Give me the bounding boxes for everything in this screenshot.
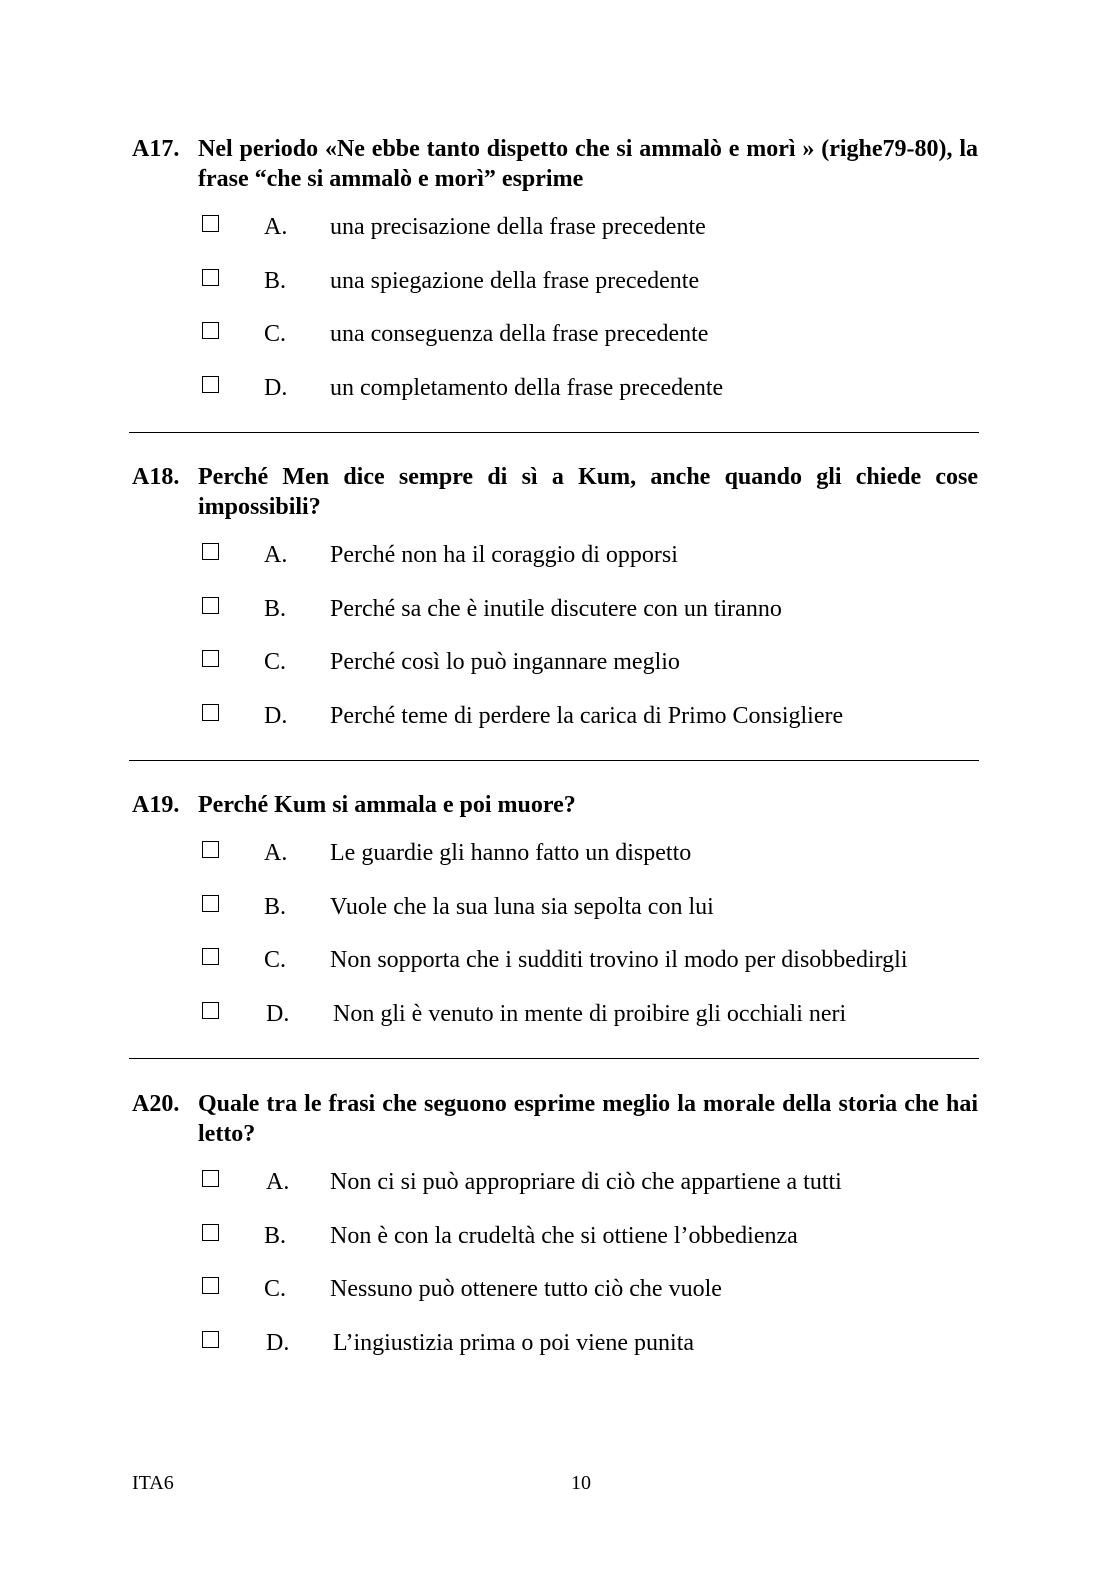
question-a19 [132, 790, 978, 1027]
option-text: Non è con la crudeltà che si ottiene l’obbedienza [330, 1223, 798, 1249]
option-letter: C. [264, 649, 287, 675]
option-a[interactable] [132, 540, 978, 570]
option-letter: B. [264, 596, 287, 622]
checkbox[interactable] [202, 1224, 219, 1241]
option-text: L’ingiustizia prima o poi viene punita [333, 1330, 695, 1356]
option-text: una spiegazione della frase precedente [330, 268, 700, 294]
option-text: Perché sa che è inutile discutere con un tiranno [330, 596, 782, 622]
option-text: Perché così lo può ingannare meglio [330, 649, 680, 675]
document-code: ITA6 [132, 1472, 174, 1494]
option-a[interactable] [132, 212, 978, 242]
section-divider [129, 432, 979, 433]
question-text: Nel periodo «Ne ebbe tanto dispetto che si ammalò e morì » (righe79-80), la frase “che si ammalò e morì” esprime [198, 136, 978, 192]
option-letter: D. [264, 703, 288, 729]
question-text: Perché Kum si ammala e poi muore? [198, 792, 576, 818]
option-text: Perché non ha il coraggio di opporsi [330, 542, 678, 568]
option-letter: A. [264, 214, 288, 240]
option-letter: D. [266, 1330, 290, 1356]
option-d[interactable] [132, 373, 978, 403]
checkbox[interactable] [202, 543, 219, 560]
question-number: A19. [132, 792, 180, 818]
checkbox[interactable] [202, 1277, 219, 1294]
question-a20 [132, 1089, 978, 1356]
option-text: una conseguenza della frase precedente [330, 321, 709, 347]
section-divider [129, 1058, 979, 1059]
checkbox[interactable] [202, 895, 219, 912]
checkbox[interactable] [202, 322, 219, 339]
option-text: Vuole che la sua luna sia sepolta con lui [330, 894, 714, 920]
option-a[interactable] [132, 838, 978, 868]
question-header [132, 790, 978, 820]
checkbox[interactable] [202, 1002, 219, 1019]
option-letter: B. [264, 894, 287, 920]
option-c[interactable] [132, 647, 978, 677]
question-text: Perché Men dice sempre di sì a Kum, anche quando gli chiede cose impossibili? [198, 464, 978, 520]
checkbox[interactable] [202, 269, 219, 286]
option-text: una precisazione della frase precedente [330, 214, 706, 240]
question-number: A18. [132, 464, 180, 490]
checkbox[interactable] [202, 650, 219, 667]
option-letter: A. [264, 840, 288, 866]
question-header [132, 1089, 978, 1149]
option-text: Non sopporta che i sudditi trovino il modo per disobbedirgli [330, 947, 908, 973]
option-text: Le guardie gli hanno fatto un dispetto [330, 840, 692, 866]
option-letter: C. [264, 321, 287, 347]
question-header [132, 134, 978, 194]
option-letter: B. [264, 1223, 287, 1249]
option-letter: D. [264, 375, 288, 401]
section-divider [129, 760, 979, 761]
checkbox[interactable] [202, 215, 219, 232]
option-text: Non gli è venuto in mente di proibire gli occhiali neri [333, 1001, 847, 1027]
checkbox[interactable] [202, 1331, 219, 1348]
question-text: Quale tra le frasi che seguono esprime meglio la morale della storia che hai letto? [198, 1091, 978, 1147]
option-text: un completamento della frase precedente [330, 375, 724, 401]
question-header [132, 462, 978, 522]
option-b[interactable] [132, 594, 978, 624]
checkbox[interactable] [202, 841, 219, 858]
option-letter: A. [266, 1169, 290, 1195]
page-number: 10 [571, 1472, 591, 1494]
option-letter: B. [264, 268, 287, 294]
option-c[interactable] [132, 945, 978, 975]
option-text: Non ci si può appropriare di ciò che appartiene a tutti [330, 1169, 842, 1195]
checkbox[interactable] [202, 376, 219, 393]
question-a17 [132, 134, 978, 401]
option-a[interactable] [132, 1167, 978, 1197]
option-b[interactable] [132, 892, 978, 922]
option-d[interactable] [132, 1328, 978, 1358]
option-c[interactable] [132, 1274, 978, 1304]
option-d[interactable] [132, 999, 978, 1029]
option-letter: A. [264, 542, 288, 568]
checkbox[interactable] [202, 1170, 219, 1187]
checkbox[interactable] [202, 597, 219, 614]
question-number: A20. [132, 1091, 180, 1117]
option-d[interactable] [132, 701, 978, 731]
option-text: Perché teme di perdere la carica di Primo Consigliere [330, 703, 844, 729]
question-a18 [132, 462, 978, 729]
option-letter: C. [264, 1276, 287, 1302]
option-letter: C. [264, 947, 287, 973]
option-b[interactable] [132, 1221, 978, 1251]
question-number: A17. [132, 136, 180, 162]
option-text: Nessuno può ottenere tutto ciò che vuole [330, 1276, 722, 1302]
checkbox[interactable] [202, 948, 219, 965]
option-c[interactable] [132, 319, 978, 349]
option-b[interactable] [132, 266, 978, 296]
option-letter: D. [266, 1001, 290, 1027]
checkbox[interactable] [202, 704, 219, 721]
